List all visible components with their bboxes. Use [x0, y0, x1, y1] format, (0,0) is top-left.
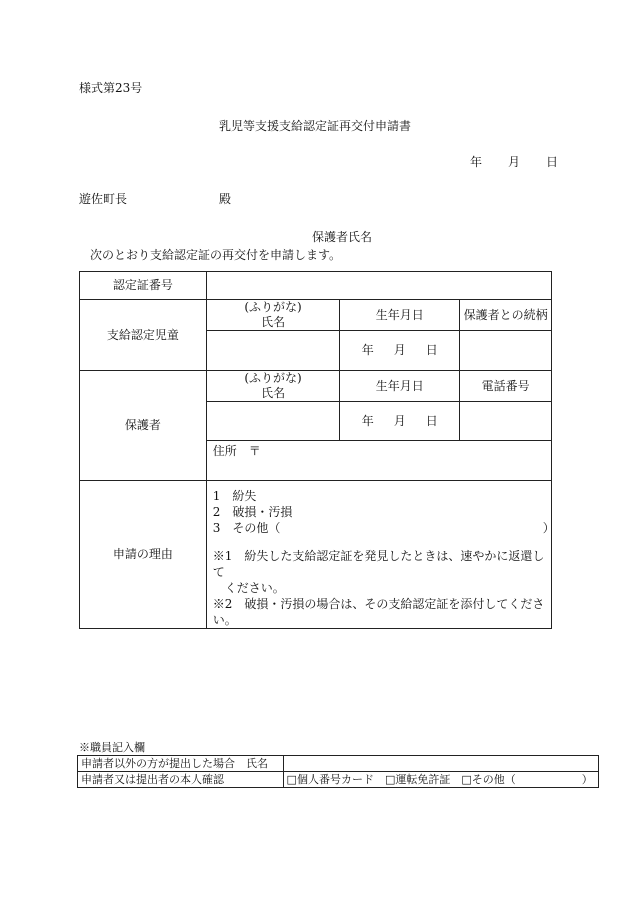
staff-section-title: ※職員記入欄: [79, 741, 145, 754]
guardian-furigana-label: (ふりがな): [244, 371, 302, 385]
guardian-name-label: 保護者氏名: [312, 230, 373, 244]
form-title: 乳児等支援支給認定証再交付申請書: [218, 119, 411, 133]
guardian-name-col-label: 氏名: [261, 386, 286, 400]
reason-row: [80, 481, 552, 629]
cert-number-label: 認定証番号: [80, 272, 207, 300]
reason-item-3-close: ）: [542, 521, 555, 535]
staff-row-2: [78, 772, 599, 788]
submission-date: [470, 156, 558, 170]
guardian-header-row: [80, 371, 552, 402]
note-1: ※1 紛失した支給認定証を発見したときは、速やかに返還して: [212, 549, 545, 579]
guardian-birthdate-field[interactable]: [340, 402, 460, 441]
child-header-row: [80, 300, 552, 331]
child-label: 支給認定児童: [80, 300, 207, 371]
honorific: 殿: [219, 192, 232, 206]
reason-item-2[interactable]: 2 破損・汚損: [212, 505, 293, 519]
child-relation-field[interactable]: [460, 331, 552, 371]
child-relation-label: 保護者との続柄: [460, 300, 552, 331]
child-birth-day: 日: [425, 343, 438, 357]
reason-content: [206, 481, 555, 629]
form-number: 様式第23号: [79, 81, 143, 95]
child-name-header: [206, 300, 340, 331]
note-1-cont: ください。: [212, 581, 285, 595]
intro-text: 次のとおり支給認定証の再交付を申請します。: [90, 248, 342, 262]
reason-item-3-label: 3 その他（: [212, 521, 281, 535]
note-2: ※2 破損・汚損の場合は、その支給認定証を添付してください。: [212, 597, 545, 627]
guardian-name-field[interactable]: [206, 402, 340, 441]
staff-row-2-label: 申請者又は提出者の本人確認: [78, 772, 284, 788]
date-month-label: 月: [508, 155, 521, 169]
staff-row-1-label: 申請者以外の方が提出した場合 氏名: [78, 756, 284, 772]
staff-table: [77, 755, 599, 788]
guardian-name-header: [206, 371, 340, 402]
application-table: [79, 271, 555, 629]
reason-item-1[interactable]: 1 紛失: [212, 489, 257, 503]
child-name-field[interactable]: [206, 331, 340, 371]
child-furigana-label: (ふりがな): [244, 300, 302, 314]
guardian-phone-field[interactable]: [460, 402, 552, 441]
guardian-birthdate-label: 生年月日: [340, 371, 460, 402]
addressee: 遊佐町長: [79, 192, 128, 206]
staff-submitter-name-field[interactable]: [283, 756, 598, 772]
child-birthdate-label: 生年月日: [340, 300, 460, 331]
staff-id-options[interactable]: □個人番号カード □運転免許証 □その他（ ）: [283, 772, 598, 788]
staff-row-1: [78, 756, 599, 772]
guardian-phone-label: 電話番号: [460, 371, 552, 402]
guardian-label: 保護者: [80, 371, 207, 481]
child-name-label: 氏名: [261, 315, 286, 329]
reason-label: 申請の理由: [80, 481, 207, 629]
guardian-address-field[interactable]: [206, 441, 551, 481]
date-day-label: 日: [546, 155, 559, 169]
date-year-label: 年: [470, 155, 483, 169]
address-label: 住所 〒: [212, 444, 261, 458]
cert-number-field[interactable]: [206, 272, 551, 300]
child-birth-month: 月: [393, 343, 406, 357]
guardian-birth-day: 日: [425, 413, 438, 428]
reason-item-3[interactable]: [212, 520, 555, 536]
guardian-birth-month: 月: [393, 413, 406, 428]
guardian-birth-year: 年: [361, 413, 374, 428]
child-birthdate-field[interactable]: [340, 331, 460, 371]
child-birth-year: 年: [361, 343, 374, 357]
cert-number-row: [80, 272, 552, 300]
